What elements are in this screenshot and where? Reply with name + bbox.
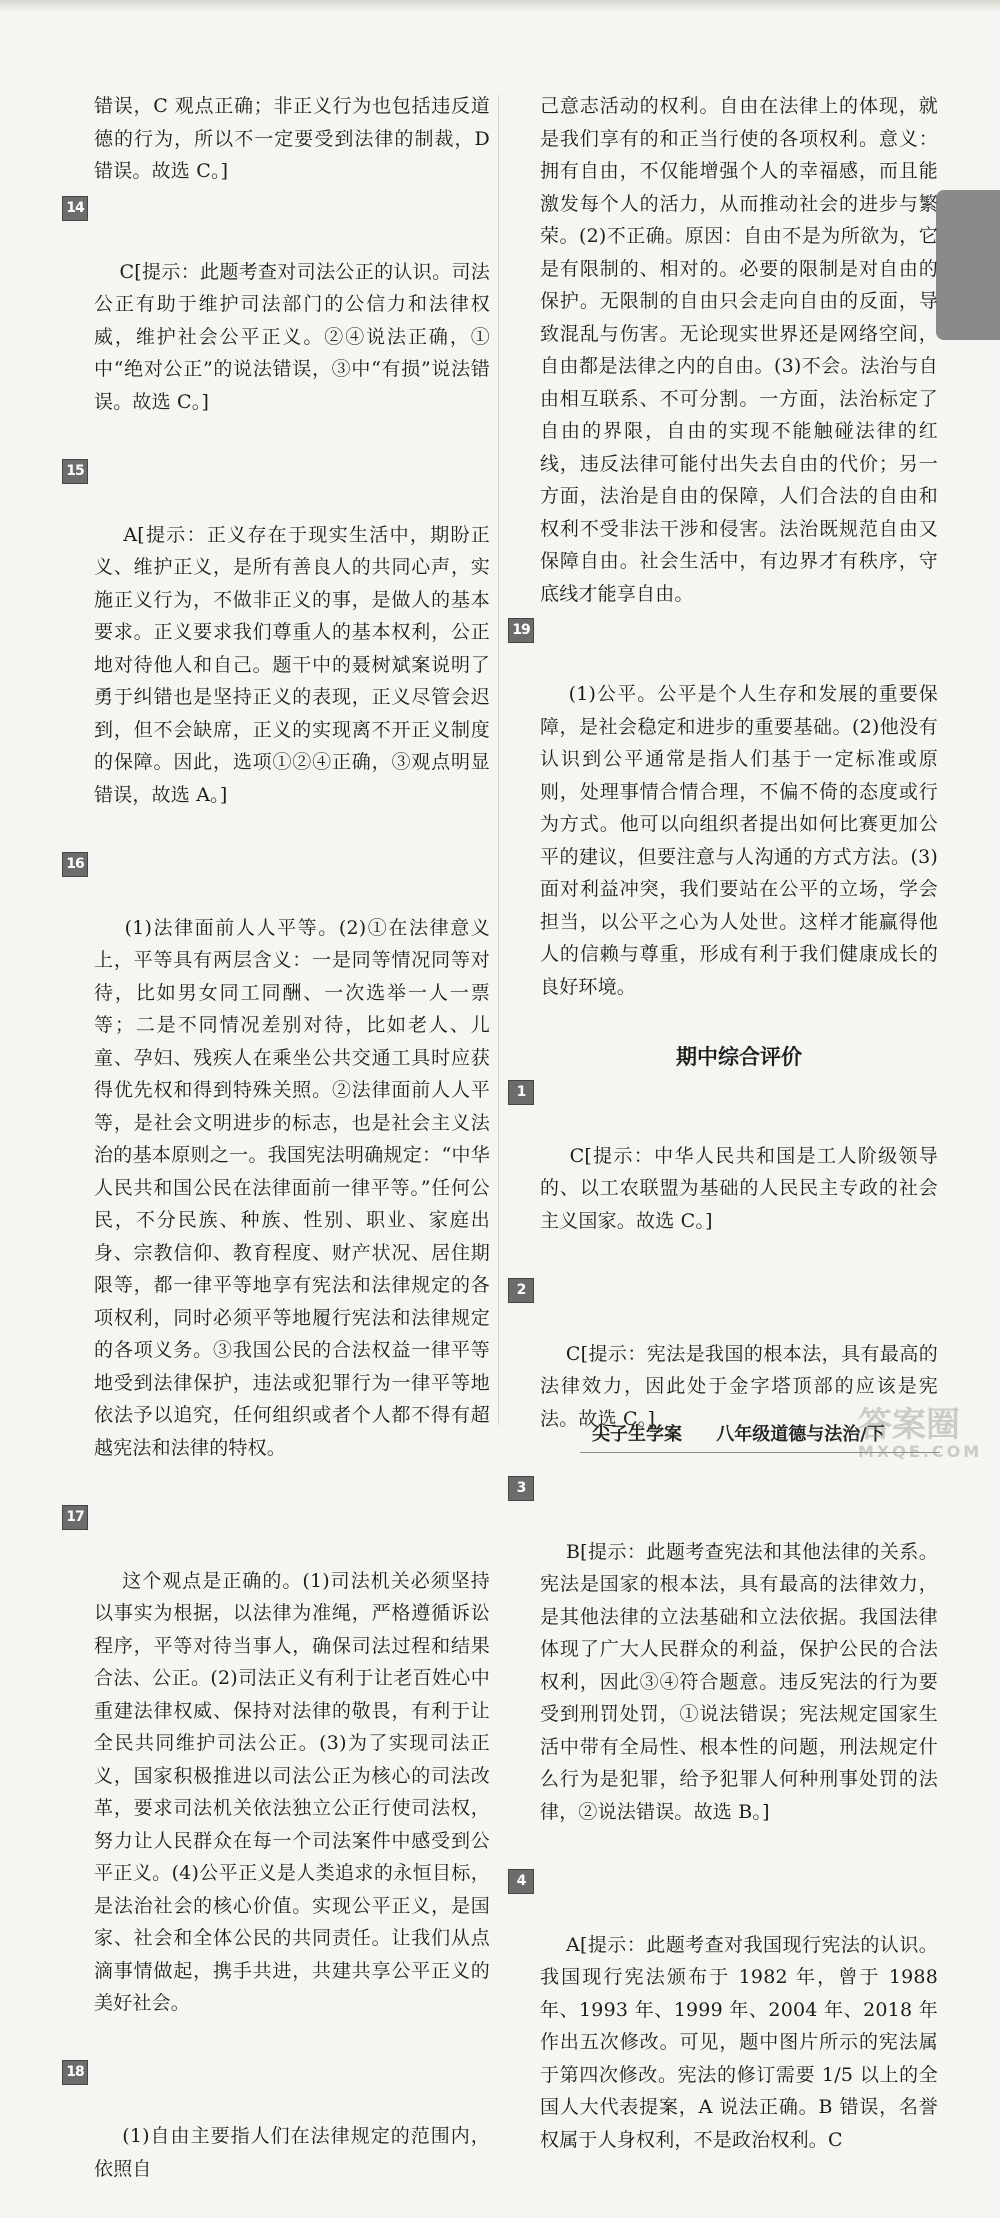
scan-top-edge	[0, 0, 1000, 12]
watermark-text: 答案圈	[858, 1405, 960, 1445]
section-title: 期中综合评价	[676, 1044, 802, 1069]
question-number-badge: 1	[508, 1080, 534, 1105]
midterm-answer-3	[508, 1471, 938, 1861]
watermark-url: MXQE.COM	[858, 1442, 983, 1461]
answer-19	[508, 613, 938, 1036]
answer-text: B[提示：此题考查宪法和其他法律的关系。宪法是国家的根本法，具有最高的法律效力，是其他法律的立法基础和立法依据。我国法律体现了广大人民群众的利益，保护公民的合法权利，因此③④符合题意。违反宪法的行为要受到刑罚处罚，①说法错误；宪法规定国家生活中带有全局性、根本性的问题，刑法规定什么行为是犯罪，给予犯罪人何种刑事处罚的法律，②说法错误。故选 B。]	[540, 1540, 938, 1823]
answer-18-continued: 己意志活动的权利。自由在法律上的体现，就是我们享有的和正当行使的各项权利。意义：拥有自由，不仅能增强个人的幸福感，而且能激发每个人的活力，从而推动社会的进步与繁荣。(2)不正确。原因：自由不是为所欲为，它是有限制的、相对的。必要的限制是对自由的保护。无限制的自由只会走向自由的反面，导致混乱与伤害。无论现实世界还是网络空间，自由都是法律之内的自由。(3)不会。法治与自由相互联系、不可分割。一方面，法治标定了自由的界限，自由的实现不能触碰法律的红线，违反法律可能付出失去自由的代价；另一方面，法治是自由的保障，人们合法的自由和权利不受非法干涉和侵害。法治既规范自由又保障自由。社会生活中，有边界才有秩序，守底线才能享自由。	[540, 95, 938, 605]
question-number-badge: 4	[508, 1869, 534, 1894]
question-number-badge: 2	[508, 1278, 534, 1303]
answer-13-continued: 错误，C 观点正确；非正义行为也包括违反道德的行为，所以不一定要受到法律的制裁，D 错误。故选 C。]	[94, 95, 497, 182]
question-number-badge: 16	[62, 852, 88, 877]
watermark-logo	[858, 1405, 988, 1466]
question-number-badge: 15	[62, 459, 88, 484]
answer-15	[62, 454, 490, 844]
question-number-badge: 19	[508, 618, 534, 643]
midterm-answer-1	[508, 1075, 938, 1270]
question-number-badge: 3	[508, 1476, 534, 1501]
answer-14	[62, 191, 490, 451]
answer-text: A[提示：正义存在于现实生活中，期盼正义、维护正义，是所有善良人的共同心声，实施正义行为，不做非正义的事，是做人的基本要求。正义要求我们尊重人的基本权利，公正地对待他人和自己。题干中的聂树斌案说明了勇于纠错也是坚持正义的表现，正义尽管会迟到，但不会缺席，正义的实现离不开正义制度的保障。因此，选项①②④正确，③观点明显错误，故选 A。]	[94, 523, 490, 806]
answer-text: (1)公平。公平是个人生存和发展的重要保障，是社会稳定和进步的重要基础。(2)他没有认识到公平通常是指人们基于一定标准或原则，处理事情合情合理，不偏不倚的态度或行为方式。他可以向组织者提出如何比赛更加公平的建议，但要注意与人沟通的方式方法。(3)面对利益冲突，我们要站在公平的立场，学会担当，以公平之心为人处世。这样才能赢得他人的信赖与尊重，形成有利于我们健康成长的良好环境。	[540, 683, 938, 998]
footer-subject: 八年级道德与法治/下	[716, 1424, 885, 1445]
footer-brand: 尖子生学案	[592, 1424, 682, 1445]
column-divider	[498, 95, 499, 1425]
side-tab-marker	[936, 190, 1000, 340]
answer-18	[62, 2055, 490, 2218]
answer-text: (1)自由主要指人们在法律规定的范围内，依照自	[94, 2125, 490, 2180]
answer-text: 这个观点是正确的。(1)司法机关必须坚持以事实为根据，以法律为准绳，严格遵循诉讼程序，平等对待当事人，确保司法过程和结果合法、公正。(2)司法正义有利于让老百姓心中重建法律权威、保持对法律的敬畏，有利于让全民共同维护司法公正。(3)为了实现司法正义，国家积极推进以司法公正为核心的司法改革，要求司法机关依法独立公正行使司法权，努力让人民群众在每一个司法案件中感受到公平正义。(4)公平正义是人类追求的永恒目标，是法治社会的核心价值。实现公平正义，是国家、社会和全体公民的共同责任。让我们从点滴事情做起，携手共进，共建共享公平正义的美好社会。	[94, 1569, 490, 2014]
answer-text: C[提示：宪法是我国的根本法，具有最高的法律效力，因此处于金字塔顶部的应该是宪法。故选 C。]	[540, 1342, 938, 1430]
answer-text: C[提示：中华人民共和国是工人阶级领导的、以工农联盟为基础的人民民主专政的社会主义国家。故选 C。]	[540, 1144, 938, 1232]
left-column	[62, 90, 497, 2218]
question-number-badge: 18	[62, 2060, 88, 2085]
right-column	[508, 90, 945, 2189]
midterm-answer-4	[508, 1864, 945, 2189]
question-number-badge: 17	[62, 1505, 88, 1530]
answer-text: C[提示：此题考查对司法公正的认识。司法公正有助于维护司法部门的公信力和法律权威，维护社会公平正义。②④说法正确，①中“绝对公正”的说法错误，③中“有损”说法错误。故选 C。]	[94, 260, 491, 413]
answer-17	[62, 1500, 490, 2053]
question-number-badge: 14	[62, 196, 88, 221]
answer-text: (1)法律面前人人平等。(2)①在法律意义上，平等具有两层含义：一是同等情况同等对待，比如男女同工同酬、一次选举一人一票等；二是不同情况差别对待，比如老人、儿童、孕妇、残疾人在乘坐公共交通工具时应获得优先权和得到特殊关照。②法律面前人人平等，是社会文明进步的标志，也是社会主义法治的基本原则之一。我国宪法明确规定：“中华人民共和国公民在法律面前一律平等。”任何公民，不分民族、种族、性别、职业、家庭出身、宗教信仰、教育程度、财产状况、居住期限等，都一律平等地享有宪法和法律规定的各项权利，同时必须平等地履行宪法和法律规定的各项义务。③我国公民的合法权益一律平等地受到法律保护，违法或犯罪行为一律平等地依法予以追究，任何组织或者个人都不得有超越宪法和法律的特权。	[94, 916, 490, 1459]
answer-16	[62, 847, 490, 1497]
answer-text: A[提示：此题考查对我国现行宪法的认识。我国现行宪法颁布于 1982 年，曾于 1988 年、1993 年、1999 年、2004 年、2018 年作出五次修改。可见，题中图片所示的宪法属于第四次修改。宪法的修订需要 1/5 以上的全国人大代表提案，A 说法正确。B 错误，名誉权属于人身权利，不是政治权利。C	[540, 1933, 945, 2151]
